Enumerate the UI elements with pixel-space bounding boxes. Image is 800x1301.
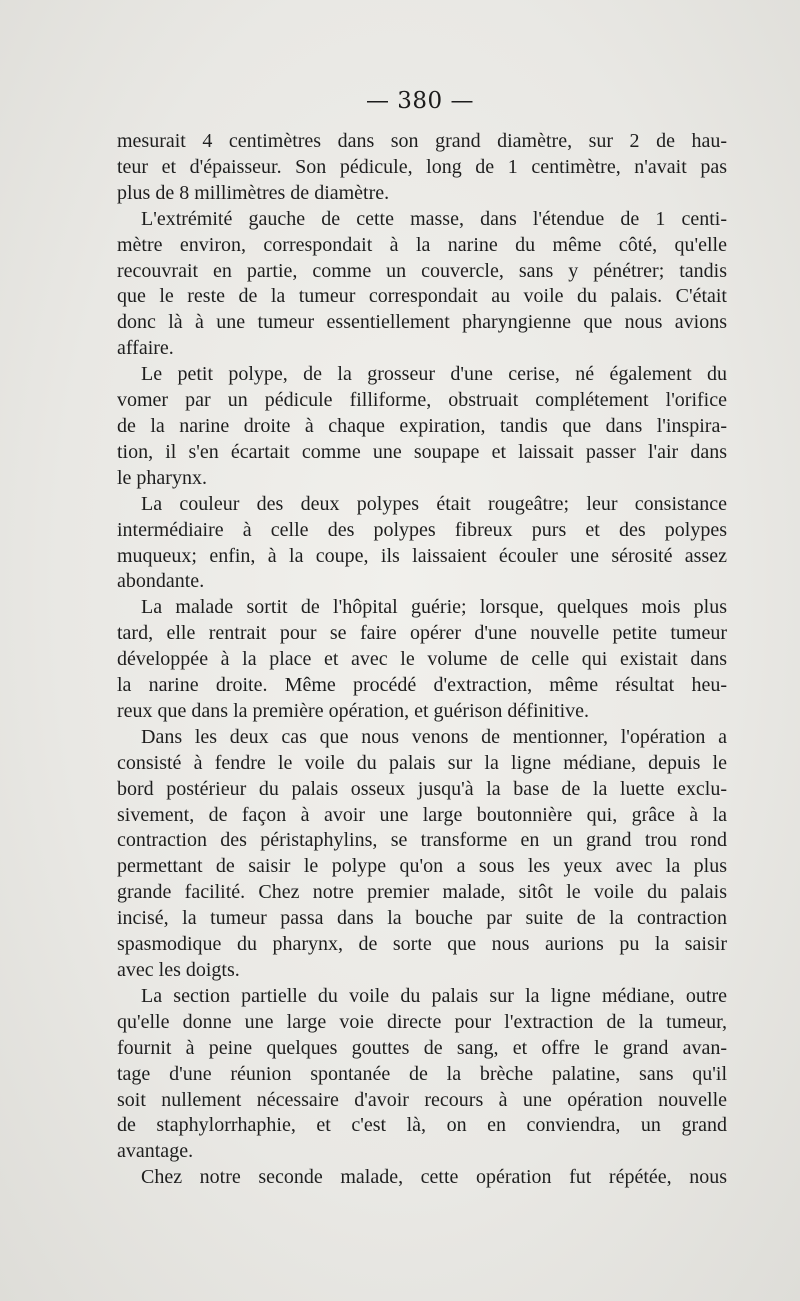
text-line: Chez notre seconde malade, cette opération fut répétée, nous xyxy=(141,1166,727,1189)
text-line: plus de 8 millimètres de diamètre. xyxy=(117,181,390,204)
paragraph xyxy=(117,492,727,596)
paragraph xyxy=(117,1165,727,1191)
text-line: permettant de saisir le polype qu'on a sous les yeux avec la plus xyxy=(117,855,727,878)
text-line: intermédiaire à celle des polypes fibreux purs et des polypes xyxy=(117,518,727,541)
paragraph xyxy=(117,129,727,207)
text-line: consisté à fendre le voile du palais sur la ligne médiane, depuis le xyxy=(117,751,727,774)
text-line: La couleur des deux polypes était rougeâtre; leur consistance xyxy=(141,492,727,515)
text-line: mètre environ, correspondait à la narine du même côté, qu'elle xyxy=(117,233,727,256)
text-line: sivement, de façon à avoir une large boutonnière qui, grâce à la xyxy=(117,803,727,826)
paragraph xyxy=(117,362,727,492)
text-line: de la narine droite à chaque expiration, tandis que dans l'inspira- xyxy=(117,414,727,437)
text-line: avantage. xyxy=(117,1140,194,1163)
paragraph xyxy=(117,207,727,362)
text-line: spasmodique du pharynx, de sorte que nous aurions pu la saisir xyxy=(117,933,727,956)
text-line: qu'elle donne une large voie directe pour l'extraction de la tumeur, xyxy=(117,1010,727,1033)
text-line: de staphylorrhaphie, et c'est là, on en conviendra, un grand xyxy=(117,1114,727,1137)
text-line: incisé, la tumeur passa dans la bouche par suite de la contraction xyxy=(117,907,727,930)
text-line: soit nullement nécessaire d'avoir recours à une opération nouvelle xyxy=(117,1088,727,1111)
text-line: bord postérieur du palais osseux jusqu'à la base de la luette exclu- xyxy=(117,777,727,800)
text-line: développée à la place et avec le volume de celle qui existait dans xyxy=(117,648,727,671)
text-line: grande facilité. Chez notre premier malade, sitôt le voile du palais xyxy=(117,881,727,904)
text-line: Le petit polype, de la grosseur d'une cerise, né également du xyxy=(141,363,727,386)
body-text xyxy=(117,129,727,1191)
text-line: abondante. xyxy=(117,570,205,593)
text-line: tage d'une réunion spontanée de la brèche palatine, sans qu'il xyxy=(117,1062,727,1085)
text-line: recouvrait en partie, comme un couvercle, sans y pénétrer; tandis xyxy=(117,259,727,282)
text-line: tard, elle rentrait pour se faire opérer d'une nouvelle petite tumeur xyxy=(117,622,727,645)
paragraph xyxy=(117,984,727,1165)
text-line: la narine droite. Même procédé d'extraction, même résultat heu- xyxy=(117,674,727,697)
text-line: muqueux; enfin, à la coupe, ils laissaient écouler une sérosité assez xyxy=(117,544,727,567)
text-line: affaire. xyxy=(117,337,174,360)
text-line: fournit à peine quelques gouttes de sang, et offre le grand avan- xyxy=(117,1036,727,1059)
paragraph xyxy=(117,725,727,984)
text-line: Dans les deux cas que nous venons de mentionner, l'opération a xyxy=(141,725,727,748)
text-line: reux que dans la première opération, et guérison définitive. xyxy=(117,699,590,722)
page-number: — 380 — xyxy=(365,88,475,114)
text-line: La section partielle du voile du palais sur la ligne médiane, outre xyxy=(141,984,727,1007)
text-line: vomer par un pédicule filliforme, obstruait complétement l'orifice xyxy=(117,389,727,412)
text-line: La malade sortit de l'hôpital guérie; lorsque, quelques mois plus xyxy=(141,596,727,619)
text-line: tion, il s'en écartait comme une soupape et laissait passer l'air dans xyxy=(117,440,727,463)
text-line: que le reste de la tumeur correspondait au voile du palais. C'était xyxy=(117,285,727,308)
text-line: teur et d'épaisseur. Son pédicule, long de 1 centimètre, n'avait pas xyxy=(117,155,727,178)
paragraph xyxy=(117,595,727,725)
text-line: L'extrémité gauche de cette masse, dans l'étendue de 1 centi- xyxy=(141,207,727,230)
text-line: donc là à une tumeur essentiellement pharyngienne que nous avions xyxy=(117,311,727,334)
text-line: avec les doigts. xyxy=(117,959,240,981)
text-line: contraction des péristaphylins, se transforme en un grand trou rond xyxy=(117,829,727,852)
text-line: mesurait 4 centimètres dans son grand diamètre, sur 2 de hau- xyxy=(117,130,727,152)
text-line: le pharynx. xyxy=(117,466,207,489)
